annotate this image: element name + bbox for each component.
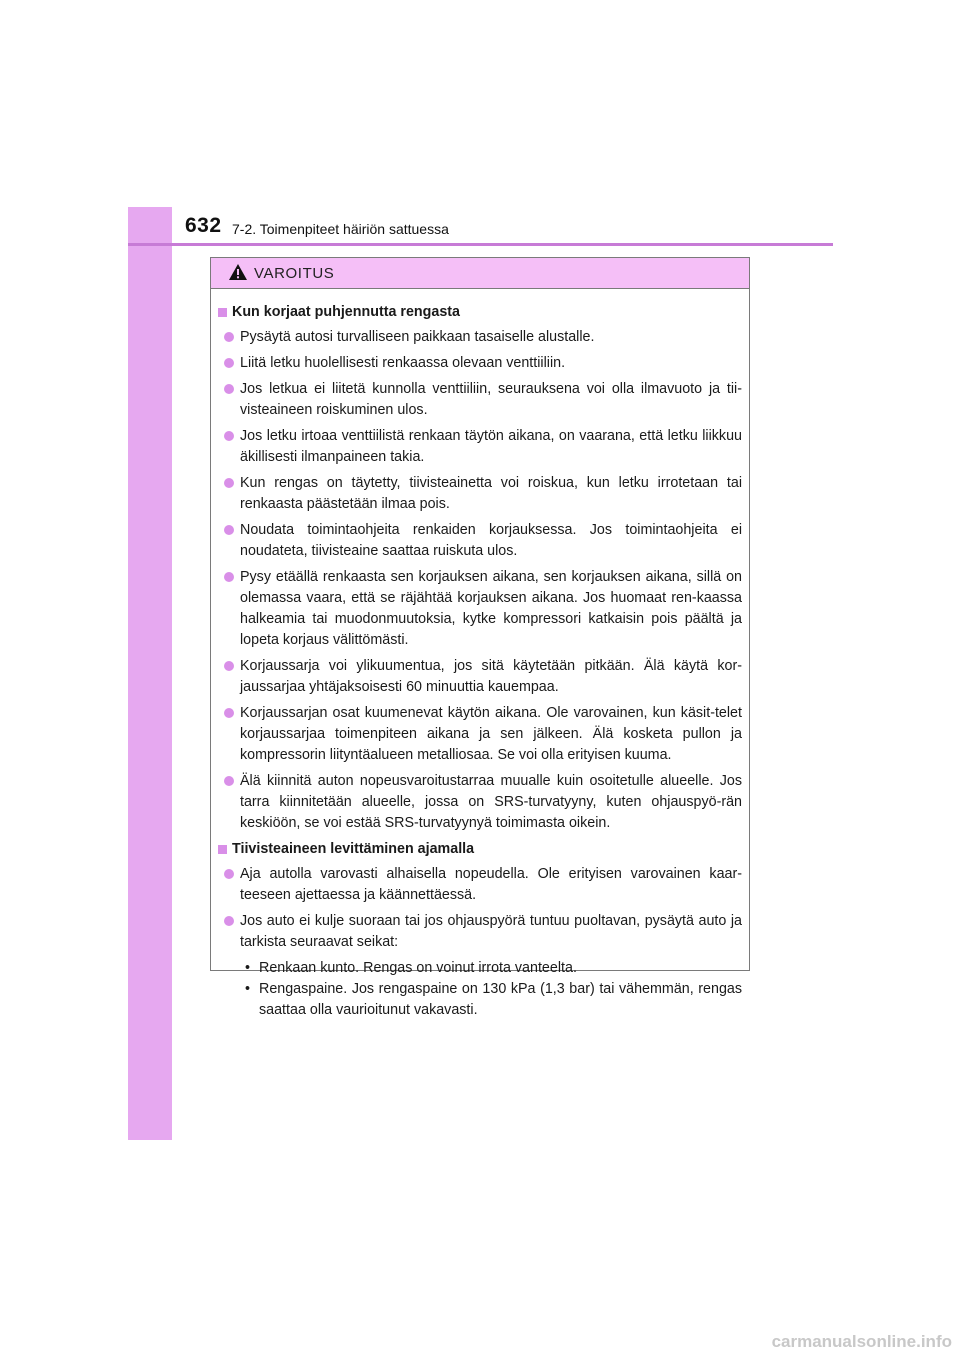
sub-list-item	[245, 958, 742, 979]
list-item-text: Kun rengas on täytetty, tiivisteainetta voi roiskua, kun letku irrotetaan tai renkaasta päästetään ilmaa pois.	[240, 475, 742, 512]
sub-list-item-text: Rengaspaine. Jos rengaspaine on 130 kPa (1,3 bar) tai vähemmän, rengas saattaa olla vaurioitunut vakavasti.	[259, 981, 742, 1018]
watermark: carmanualsonline.info	[771, 1332, 952, 1351]
list-item	[224, 911, 742, 953]
section-heading-text: Tiivisteaineen levittäminen ajamalla	[232, 841, 475, 857]
sub-list-item	[245, 979, 742, 1021]
warning-header	[211, 258, 749, 289]
list-item	[224, 567, 742, 651]
list-item	[224, 379, 742, 421]
list-item-text: Jos letku irtoaa venttiilistä renkaan täytön aikana, on vaarana, että letku liikkuu äkillisesti ilmanpaineen takia.	[240, 428, 742, 465]
list-item-text: Jos auto ei kulje suoraan tai jos ohjauspyörä tuntuu puoltavan, pysäytä auto ja tarkista seuraavat seikat:	[240, 913, 742, 950]
section-title: 7-2. Toimenpiteet häiriön sattuessa	[232, 221, 449, 237]
warning-triangle-icon	[228, 263, 248, 281]
list-item	[224, 864, 742, 906]
list-item	[224, 426, 742, 468]
circle-bullet-icon	[224, 708, 234, 718]
list-item	[224, 703, 742, 766]
circle-bullet-icon	[224, 661, 234, 671]
circle-bullet-icon	[224, 332, 234, 342]
list-item-text: Pysäytä autosi turvalliseen paikkaan tasaiselle alustalle.	[240, 329, 595, 345]
warning-box	[210, 257, 750, 1018]
list-item-text: Jos letkua ei liitetä kunnolla venttiiliin, seurauksena voi olla ilmavuoto ja tii-visteaineen roiskuminen ulos.	[240, 381, 742, 418]
section-side-strip	[128, 207, 172, 1140]
list-item-text: Liitä letku huolellisesti renkaassa olevaan venttiiliin.	[240, 355, 566, 371]
circle-bullet-icon	[224, 776, 234, 786]
section-heading	[218, 302, 742, 323]
list-item	[224, 771, 742, 834]
list-item-text: Korjaussarjan osat kuumenevat käytön aikana. Ole varovainen, kun käsit-telet korjaussarjaa toimenpiteen aikana ja sen jälkeen. Älä kosketa pullon ja kompressorin liityntäalueen metalliosaa. Se voi olla erityisen kuuma.	[240, 705, 742, 763]
circle-bullet-icon	[224, 916, 234, 926]
list-item	[224, 353, 742, 374]
circle-bullet-icon	[224, 431, 234, 441]
list-item	[224, 656, 742, 698]
list-item	[224, 473, 742, 515]
list-item-text: Korjaussarja voi ylikuumentua, jos sitä käytetään pitkään. Älä käytä kor-jaussarjaa yhtäjaksoisesti 60 minuuttia kauempaa.	[240, 658, 742, 695]
list-item	[224, 520, 742, 562]
header-rule	[128, 243, 833, 246]
section-heading-text: Kun korjaat puhjennutta rengasta	[232, 304, 460, 320]
circle-bullet-icon	[224, 572, 234, 582]
list-item-text: Noudata toimintaohjeita renkaiden korjauksessa. Jos toimintaohjeita ei noudateta, tiivisteaine saattaa ruiskuta ulos.	[240, 522, 742, 559]
small-bullet-icon: •	[245, 981, 251, 997]
list-item-text: Pysy etäällä renkaasta sen korjauksen aikana, sen korjauksen aikana, sillä on olemassa vaara, että se räjähtää korjauksen aikana. Jos huomaat ren-kaassa halkeamia tai muodonmuutoksia, kytke kompressori katkaisin pois päältä ja lopeta korjaus välittömästi.	[240, 569, 742, 648]
circle-bullet-icon	[224, 358, 234, 368]
circle-bullet-icon	[224, 869, 234, 879]
small-bullet-icon: •	[245, 960, 251, 976]
circle-bullet-icon	[224, 478, 234, 488]
square-bullet-icon	[218, 308, 227, 317]
list-item-text: Aja autolla varovasti alhaisella nopeudella. Ole erityisen varovainen kaar-teeseen ajettaessa ja käännettäessä.	[240, 866, 742, 903]
circle-bullet-icon	[224, 384, 234, 394]
section-heading	[218, 839, 742, 860]
warning-body	[211, 289, 749, 1021]
sub-list-item-text: Renkaan kunto. Rengas on voinut irrota vanteelta.	[259, 960, 577, 976]
circle-bullet-icon	[224, 525, 234, 535]
page-number: 632	[185, 214, 222, 237]
warning-title: VAROITUS	[254, 265, 335, 282]
list-item-text: Älä kiinnitä auton nopeusvaroitustarraa muualle kuin osoitetulle alueelle. Jos tarra kiinnitetään alueelle, jossa on SRS-turvatyyny, kuten ohjauspyö-rän keskiöön, se voi estää SRS-turvatyynyä toimimasta oikein.	[240, 773, 742, 831]
square-bullet-icon	[218, 845, 227, 854]
list-item	[224, 327, 742, 348]
